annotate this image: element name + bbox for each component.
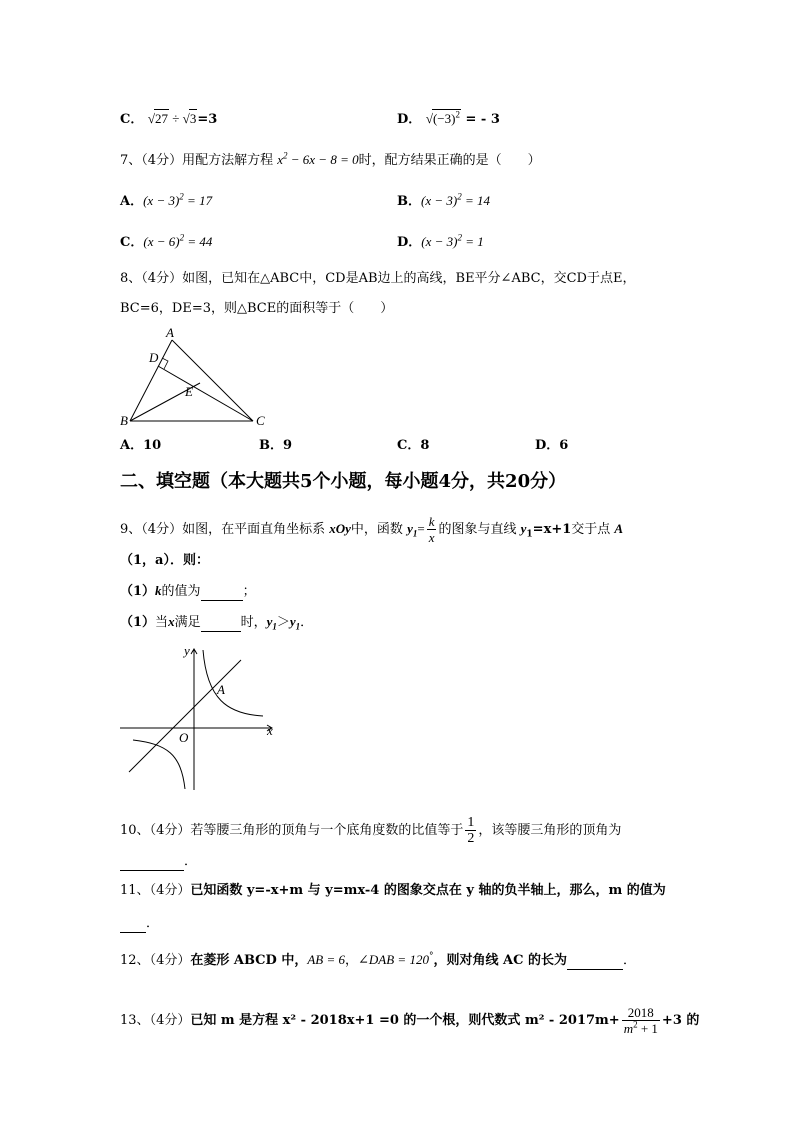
right-angle-mark	[162, 358, 168, 369]
question-10-stem: 10、（4分）若等腰三角形的顶角与一个底角度数的比值等于 $\frac{1}{2}$ ，该等腰三角形的顶角为	[120, 815, 622, 846]
q6-option-d: D． $√(-3)^2$ = - 3	[397, 109, 500, 127]
answer-blank[interactable]	[567, 955, 623, 970]
question-11-answer: ．	[120, 915, 159, 933]
q8-option-c: C．8	[397, 438, 430, 453]
answer-blank[interactable]	[120, 918, 146, 933]
label-origin: O	[179, 730, 189, 745]
label-d: D	[149, 350, 159, 365]
question-12-stem: 12、（4分）在菱形 ABCD 中，AB = 6，∠DAB = 120°，则对角线 AC 的长为 ．	[120, 951, 636, 968]
answer-blank[interactable]	[120, 856, 184, 871]
question-10-answer: ．	[120, 853, 197, 871]
q7-option-a: A．$(x - 3)^2 = 17$	[120, 191, 213, 209]
label-e: E	[185, 384, 193, 399]
question-9-stem: 9、（4分）如图，在平面直角坐标系 xOy中，函数 $y_1=$ $\frac{k}{x}$ 的图象与直线 $y_1=x+1$交于点 A	[120, 514, 624, 545]
label-point-a: A	[217, 682, 225, 697]
q7-option-d: D．$(x - 3)^2 = 1$	[397, 232, 484, 250]
question-8-stem-line2: BC=6，DE=3，则△BCE的面积等于（ ）	[120, 301, 394, 316]
q7-option-c: C．$(x - 6)^2 = 44$	[120, 232, 213, 250]
q7-option-b: B．$(x - 3)^2 = 14$	[397, 191, 490, 209]
q8-option-a: A．10	[120, 438, 162, 453]
side-ac	[172, 340, 253, 421]
triangle-figure	[115, 326, 275, 430]
label-b: B	[120, 413, 128, 428]
label-c: C	[256, 413, 265, 428]
question-9-line2: （1，a）．则：	[120, 553, 209, 568]
q6-option-c: C． √27 ÷ √3=3	[120, 111, 218, 127]
answer-blank[interactable]	[201, 586, 243, 601]
label-y: y	[184, 644, 190, 658]
hyperbola-branch-2	[133, 740, 185, 789]
q8-option-b: B．9	[259, 438, 293, 453]
label-x: x	[267, 723, 273, 738]
section-2-title: 二、填空题（本大题共5个小题，每小题4分，共20分）	[120, 471, 567, 492]
question-11-stem: 11、（4分）已知函数 y=-x+m 与 y=mx-4 的图象交点在 y 轴的负半轴上，那么，m 的值为	[120, 883, 666, 898]
question-8-stem: 8、（4分）如图，已知在△ABC中，CD是AB边上的高线，BE平分∠ABC，交CD于点E，	[120, 271, 636, 286]
answer-blank[interactable]	[201, 617, 241, 632]
question-7-stem: 7、（4分）用配方法解方程 $x^2 - 6x - 8 = 0$时，配方结果正确的是（ ）	[120, 150, 541, 168]
altitude-cd	[158, 366, 253, 421]
q8-option-d: D．6	[535, 438, 569, 453]
label-a: A	[166, 326, 174, 340]
question-9-part1: （1）k的值为 ；	[120, 583, 256, 599]
line-y1	[129, 660, 241, 772]
hyperbola-branch-1	[203, 650, 263, 716]
question-9-part2: （1）当x满足 时，$y_1>y_1$．	[120, 614, 314, 632]
question-13-stem: 13、（4分）已知 m 是方程 x² - 2018x+1 =0 的一个根，则代数式 m² - 2017m+ $\frac{2018}{m^2 + 1}$ +3 的	[120, 1005, 700, 1036]
coordinate-graph	[117, 644, 282, 792]
